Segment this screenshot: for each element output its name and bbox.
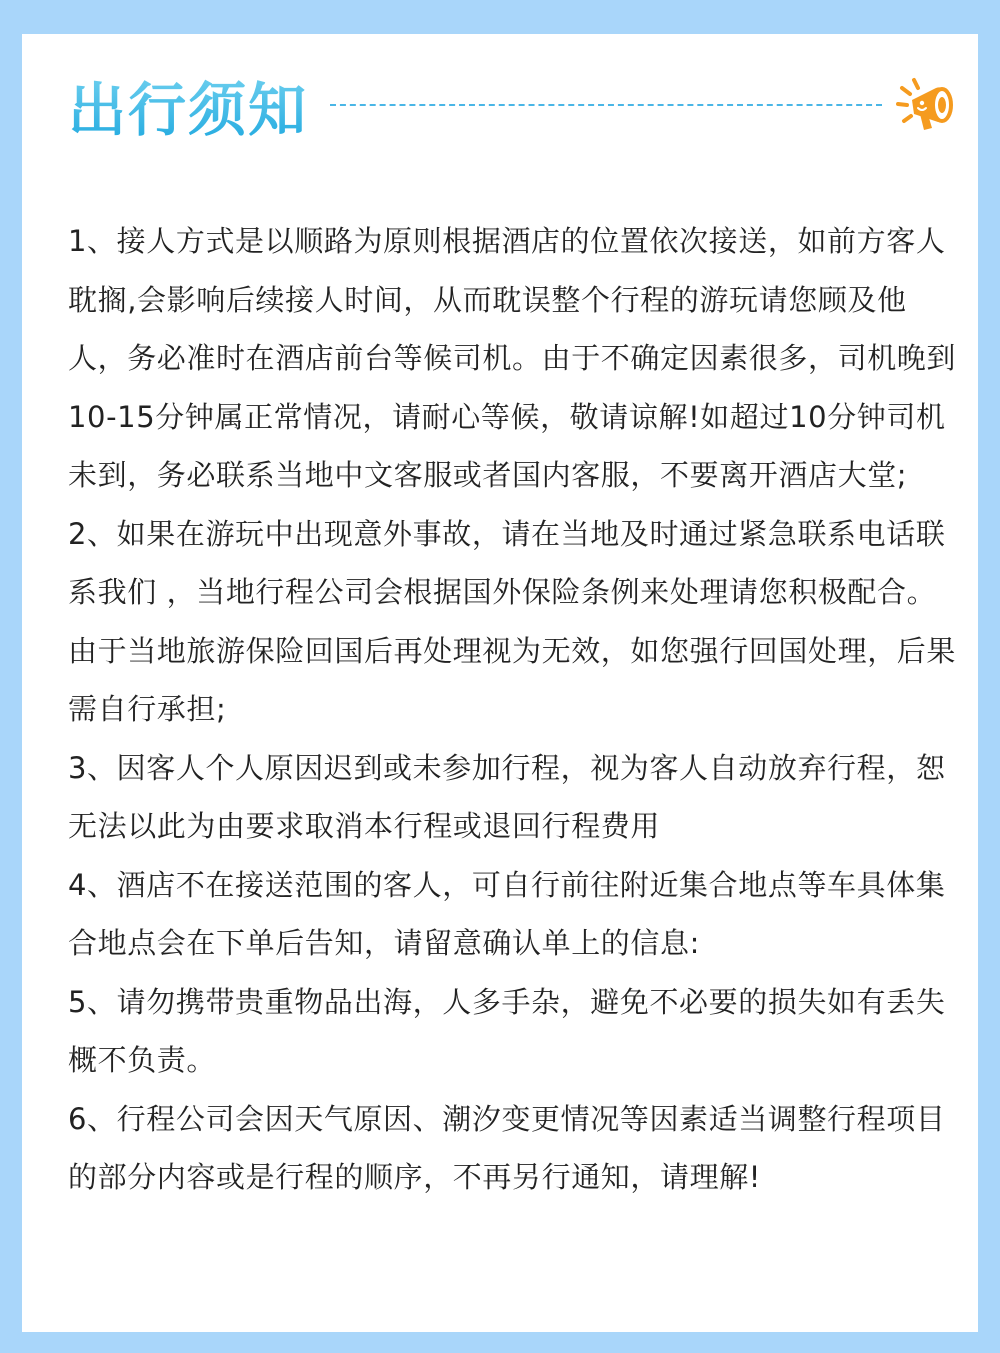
notice-item: 4、酒店不在接送范围的客人，可自行前往附近集合地点等车具体集合地点会在下单后告知，请留意确认单上的信息: <box>68 867 946 960</box>
notice-item: 1、接人方式是以顺路为原则根据酒店的位置依次接送，如前方客人耽搁,会影响后续接人时间，从而耽误整个行程的游玩请您顾及他人，务必准时在酒店前台等候司机。由于不确定因素很多，司机晚到10-15分钟属正常情况，请耐心等候，敬请谅解!如超过10分钟司机未到，务必联系当地中文客服或者国内客服，不要离开酒店大堂; <box>68 224 957 492</box>
megaphone-sun-icon <box>884 74 960 144</box>
notice-card <box>22 34 978 1332</box>
dashed-divider <box>330 104 882 106</box>
notice-item: 5、请勿携带贵重物品出海，人多手杂，避免不必要的损失如有丢失概不负责。 <box>68 984 946 1077</box>
notice-item: 6、行程公司会因天气原因、潮汐变更情况等因素适当调整行程项目的部分内容或是行程的顺序，不再另行通知，请理解! <box>68 1101 946 1194</box>
notice-item: 2、如果在游玩中出现意外事故，请在当地及时通过紧急联系电话联系我们 ，当地行程公司会根据国外保险条例来处理请您积极配合。由于当地旅游保险回国后再处理视为无效，如您强行回国处理，后果需自行承担; <box>68 516 957 726</box>
notice-item: 3、因客人个人原因迟到或未参加行程，视为客人自动放弃行程，恕无法以此为由要求取消本行程或退回行程费用 <box>68 750 946 843</box>
notice-list <box>68 212 958 1207</box>
page-title: 出行须知 <box>68 72 308 148</box>
